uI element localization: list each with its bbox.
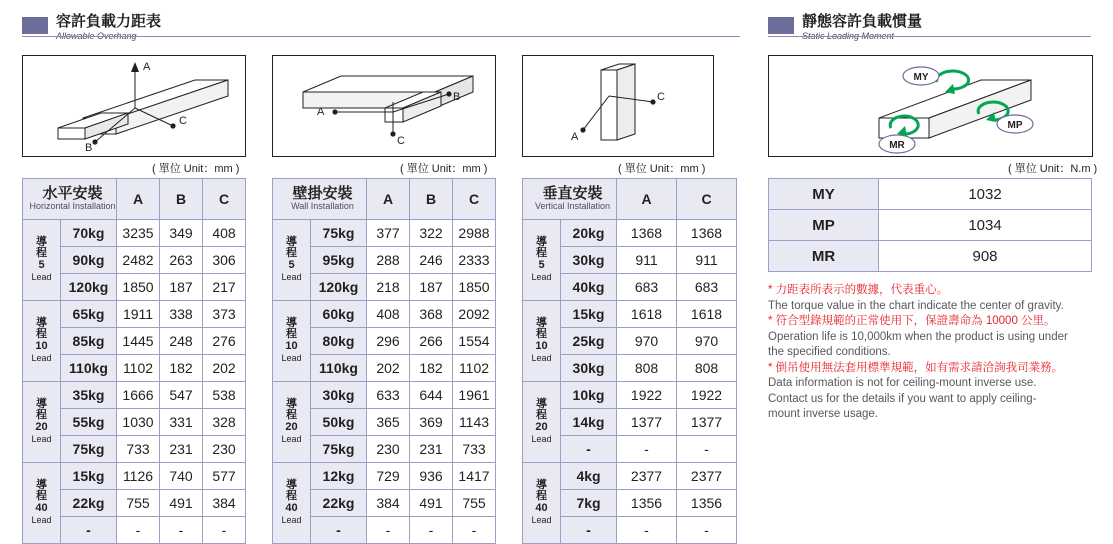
load-value-cell: 65kg: [61, 301, 117, 328]
load-value-cell: 40kg: [561, 274, 617, 301]
value-cell-a: 1377: [617, 409, 677, 436]
value-cell-a: 1618: [617, 301, 677, 328]
value-cell-c: 577: [203, 463, 246, 490]
value-cell-a: 970: [617, 328, 677, 355]
load-value-cell: 14kg: [561, 409, 617, 436]
value-cell-a: 1911: [117, 301, 160, 328]
load-value-cell: 90kg: [61, 247, 117, 274]
table-row: [523, 301, 737, 328]
value-cell-c: -: [677, 436, 737, 463]
table-header-row: [523, 179, 737, 220]
value-cell-c: 408: [203, 220, 246, 247]
table-title-zh: 垂直安裝: [542, 185, 603, 203]
svg-text:C: C: [179, 115, 187, 127]
value-cell-a: 2377: [617, 463, 677, 490]
moment-row: [769, 210, 1092, 241]
load-value-cell: 70kg: [61, 220, 117, 247]
svg-text:A: A: [143, 61, 151, 73]
table-title-cell: [273, 179, 367, 220]
value-cell-a: 288: [367, 247, 410, 274]
table-row: [273, 301, 496, 328]
lead-group-label: 導 程 5 Lead: [23, 220, 61, 301]
value-cell-c: 276: [203, 328, 246, 355]
moment-value-mr: 908: [879, 241, 1092, 272]
table-row: [23, 301, 246, 328]
svg-text:C: C: [397, 135, 405, 147]
diagram-horizontal-svg: [23, 56, 243, 154]
load-value-cell: 30kg: [561, 247, 617, 274]
unit-note-horizontal: ( 單位 Unit：mm ): [152, 163, 240, 175]
value-cell-b: 491: [160, 490, 203, 517]
value-cell-a: 1030: [117, 409, 160, 436]
load-value-cell: 30kg: [561, 355, 617, 382]
value-cell-b: 349: [160, 220, 203, 247]
value-cell-a: 408: [367, 301, 410, 328]
lead-group-label: 導 程 20 Lead: [523, 382, 561, 463]
value-cell-c: -: [677, 517, 737, 544]
load-value-cell: 60kg: [311, 301, 367, 328]
value-cell-b: 187: [410, 274, 453, 301]
moment-label-my: MY: [769, 179, 879, 210]
value-cell-b: 936: [410, 463, 453, 490]
value-cell-c: 970: [677, 328, 737, 355]
table-row: [23, 382, 246, 409]
lead-group-label: 導 程 10 Lead: [273, 301, 311, 382]
load-value-cell: 85kg: [61, 328, 117, 355]
load-value-cell: 30kg: [311, 382, 367, 409]
value-cell-c: 1554: [453, 328, 496, 355]
table-wall: [272, 178, 496, 544]
lead-group-label: 導 程 40 Lead: [273, 463, 311, 544]
value-cell-c: 808: [677, 355, 737, 382]
value-cell-b: 547: [160, 382, 203, 409]
value-cell-a: 218: [367, 274, 410, 301]
table-vertical: [522, 178, 737, 544]
svg-text:B: B: [85, 142, 93, 154]
unit-note-wall: ( 單位 Unit：mm ): [400, 163, 488, 175]
svg-text:MP: MP: [1007, 120, 1023, 131]
section-header-static-loading-moment: [768, 14, 922, 36]
value-cell-c: 683: [677, 274, 737, 301]
diagram-vertical-installation: [522, 55, 714, 157]
load-value-cell: -: [561, 436, 617, 463]
table-title-en: Horizontal Installation: [29, 201, 116, 212]
table-row: [23, 220, 246, 247]
value-cell-a: -: [367, 517, 410, 544]
value-cell-b: 338: [160, 301, 203, 328]
value-cell-c: 384: [203, 490, 246, 517]
value-cell-a: 683: [617, 274, 677, 301]
note-line-4: Operation life is 10,000km when the product is using under the specified conditions.: [768, 330, 1068, 359]
value-cell-c: 202: [203, 355, 246, 382]
value-cell-c: 306: [203, 247, 246, 274]
value-cell-c: 2092: [453, 301, 496, 328]
load-value-cell: 20kg: [561, 220, 617, 247]
value-cell-a: 230: [367, 436, 410, 463]
load-value-cell: 120kg: [311, 274, 367, 301]
diagram-wall-installation: [272, 55, 496, 157]
value-cell-c: -: [453, 517, 496, 544]
unit-note-moment: ( 單位 Unit：N.m ): [1008, 163, 1098, 175]
value-cell-c: 1850: [453, 274, 496, 301]
lead-group-label: 導 程 40 Lead: [523, 463, 561, 544]
value-cell-a: 377: [367, 220, 410, 247]
section-rule-right: [768, 36, 1091, 37]
value-cell-a: 1922: [617, 382, 677, 409]
value-cell-a: -: [617, 517, 677, 544]
load-value-cell: 55kg: [61, 409, 117, 436]
value-cell-c: 1143: [453, 409, 496, 436]
value-cell-a: 733: [117, 436, 160, 463]
column-header-c: C: [203, 179, 246, 220]
value-cell-c: 373: [203, 301, 246, 328]
load-value-cell: 35kg: [61, 382, 117, 409]
value-cell-a: 755: [117, 490, 160, 517]
lead-group-label: 導 程 5 Lead: [523, 220, 561, 301]
load-value-cell: 75kg: [311, 436, 367, 463]
section-accent-bar: [22, 17, 48, 34]
load-value-cell: 50kg: [311, 409, 367, 436]
value-cell-c: 1102: [453, 355, 496, 382]
value-cell-c: 755: [453, 490, 496, 517]
value-cell-c: 2377: [677, 463, 737, 490]
section-accent-bar-right: [768, 17, 794, 34]
value-cell-a: 384: [367, 490, 410, 517]
table-row: [523, 220, 737, 247]
note-line-6: Data information is not for ceiling-mount inverse use.: [768, 377, 1037, 390]
value-cell-a: 808: [617, 355, 677, 382]
svg-text:B: B: [453, 91, 461, 103]
table-title-cell: [523, 179, 617, 220]
load-value-cell: -: [561, 517, 617, 544]
value-cell-c: 1922: [677, 382, 737, 409]
column-header-a: A: [367, 179, 410, 220]
table-title-zh: 水平安裝: [42, 185, 103, 203]
load-value-cell: -: [61, 517, 117, 544]
lead-group-label: 導 程 40 Lead: [23, 463, 61, 544]
unit-note-vertical: ( 單位 Unit：mm ): [618, 163, 706, 175]
static-loading-moment-table: [768, 178, 1092, 272]
value-cell-c: 230: [203, 436, 246, 463]
load-value-cell: 7kg: [561, 490, 617, 517]
value-cell-b: 644: [410, 382, 453, 409]
value-cell-a: 1850: [117, 274, 160, 301]
value-cell-a: 911: [617, 247, 677, 274]
value-cell-a: 1356: [617, 490, 677, 517]
load-value-cell: 4kg: [561, 463, 617, 490]
value-cell-a: 296: [367, 328, 410, 355]
note-line-7: Contact us for the details if you want to apply ceiling-mount inverse usage.: [768, 392, 1037, 421]
note-line-5: * 倒吊使用無法套用標準規範，如有需求請洽詢我司業務。: [768, 361, 1064, 374]
value-cell-a: 2482: [117, 247, 160, 274]
value-cell-c: -: [203, 517, 246, 544]
notes-block: [768, 283, 1068, 423]
value-cell-c: 1618: [677, 301, 737, 328]
svg-text:A: A: [317, 106, 325, 118]
table-row: [273, 463, 496, 490]
value-cell-b: 369: [410, 409, 453, 436]
value-cell-b: 491: [410, 490, 453, 517]
load-value-cell: 95kg: [311, 247, 367, 274]
column-header-a: A: [617, 179, 677, 220]
value-cell-c: 1356: [677, 490, 737, 517]
moment-label-mp: MP: [769, 210, 879, 241]
table-row: [273, 382, 496, 409]
diagram-static-loading-moment: [768, 55, 1093, 157]
value-cell-c: 733: [453, 436, 496, 463]
lead-group-label: 導 程 10 Lead: [23, 301, 61, 382]
svg-text:C: C: [657, 91, 665, 103]
value-cell-b: 331: [160, 409, 203, 436]
note-line-2: The torque value in the chart indicate the center of gravity.: [768, 299, 1064, 312]
value-cell-b: 368: [410, 301, 453, 328]
section-header-allowable-overhang: [22, 14, 161, 36]
value-cell-b: 740: [160, 463, 203, 490]
table-title-zh: 壁掛安裝: [292, 185, 353, 203]
lead-group-label: 導 程 10 Lead: [523, 301, 561, 382]
note-line-3: * 符合型錄規範的正常使用下，保證壽命為 10000 公里。: [768, 315, 1056, 328]
lead-group-label: 導 程 5 Lead: [273, 220, 311, 301]
section-title-left-zh: 容許負載力距表: [56, 12, 162, 30]
load-value-cell: 15kg: [561, 301, 617, 328]
moment-row: [769, 179, 1092, 210]
value-cell-b: 322: [410, 220, 453, 247]
diagram-vertical-svg: [523, 56, 711, 154]
value-cell-c: 2333: [453, 247, 496, 274]
section-rule-left: [22, 36, 740, 37]
load-value-cell: 80kg: [311, 328, 367, 355]
value-cell-b: -: [410, 517, 453, 544]
value-cell-b: -: [160, 517, 203, 544]
table-row: [523, 463, 737, 490]
value-cell-b: 187: [160, 274, 203, 301]
load-value-cell: -: [311, 517, 367, 544]
load-value-cell: 75kg: [311, 220, 367, 247]
value-cell-b: 182: [160, 355, 203, 382]
value-cell-c: 1377: [677, 409, 737, 436]
moment-row: [769, 241, 1092, 272]
table-header-row: [273, 179, 496, 220]
column-header-b: B: [410, 179, 453, 220]
value-cell-b: 266: [410, 328, 453, 355]
value-cell-b: 231: [410, 436, 453, 463]
value-cell-a: 1368: [617, 220, 677, 247]
value-cell-c: 328: [203, 409, 246, 436]
column-header-c: C: [677, 179, 737, 220]
value-cell-a: 1445: [117, 328, 160, 355]
lead-group-label: 導 程 20 Lead: [273, 382, 311, 463]
table-row: [23, 463, 246, 490]
load-value-cell: 15kg: [61, 463, 117, 490]
value-cell-c: 1961: [453, 382, 496, 409]
diagram-moment-svg: [769, 56, 1090, 154]
value-cell-a: 1126: [117, 463, 160, 490]
diagram-wall-svg: [273, 56, 493, 154]
table-title-cell: [23, 179, 117, 220]
svg-text:A: A: [571, 131, 579, 143]
table-row: [523, 382, 737, 409]
table-title-en: Vertical Installation: [534, 201, 611, 212]
value-cell-a: 633: [367, 382, 410, 409]
load-value-cell: 22kg: [311, 490, 367, 517]
table-title-en: Wall Installation: [291, 201, 354, 212]
moment-value-my: 1032: [879, 179, 1092, 210]
value-cell-c: 217: [203, 274, 246, 301]
load-value-cell: 10kg: [561, 382, 617, 409]
table-header-row: [23, 179, 246, 220]
svg-text:MY: MY: [913, 72, 929, 83]
column-header-c: C: [453, 179, 496, 220]
column-header-a: A: [117, 179, 160, 220]
section-title-right-zh: 靜態容許負載慣量: [802, 12, 923, 30]
note-line-1: * 力距表所表示的數據，代表重心。: [768, 284, 949, 296]
table-horizontal: [22, 178, 246, 544]
load-value-cell: 25kg: [561, 328, 617, 355]
load-value-cell: 110kg: [311, 355, 367, 382]
value-cell-b: 231: [160, 436, 203, 463]
value-cell-c: 911: [677, 247, 737, 274]
value-cell-a: -: [617, 436, 677, 463]
value-cell-a: 3235: [117, 220, 160, 247]
load-value-cell: 22kg: [61, 490, 117, 517]
value-cell-c: 538: [203, 382, 246, 409]
load-value-cell: 12kg: [311, 463, 367, 490]
load-value-cell: 110kg: [61, 355, 117, 382]
load-value-cell: 120kg: [61, 274, 117, 301]
value-cell-a: -: [117, 517, 160, 544]
value-cell-b: 263: [160, 247, 203, 274]
moment-label-mr: MR: [769, 241, 879, 272]
svg-text:MR: MR: [889, 140, 905, 151]
moment-value-mp: 1034: [879, 210, 1092, 241]
column-header-b: B: [160, 179, 203, 220]
value-cell-a: 729: [367, 463, 410, 490]
table-row: [273, 220, 496, 247]
value-cell-a: 365: [367, 409, 410, 436]
value-cell-a: 202: [367, 355, 410, 382]
lead-group-label: 導 程 20 Lead: [23, 382, 61, 463]
value-cell-b: 246: [410, 247, 453, 274]
load-value-cell: 75kg: [61, 436, 117, 463]
value-cell-b: 182: [410, 355, 453, 382]
value-cell-b: 248: [160, 328, 203, 355]
value-cell-c: 2988: [453, 220, 496, 247]
value-cell-c: 1368: [677, 220, 737, 247]
value-cell-a: 1102: [117, 355, 160, 382]
diagram-horizontal-installation: [22, 55, 246, 157]
value-cell-c: 1417: [453, 463, 496, 490]
value-cell-a: 1666: [117, 382, 160, 409]
